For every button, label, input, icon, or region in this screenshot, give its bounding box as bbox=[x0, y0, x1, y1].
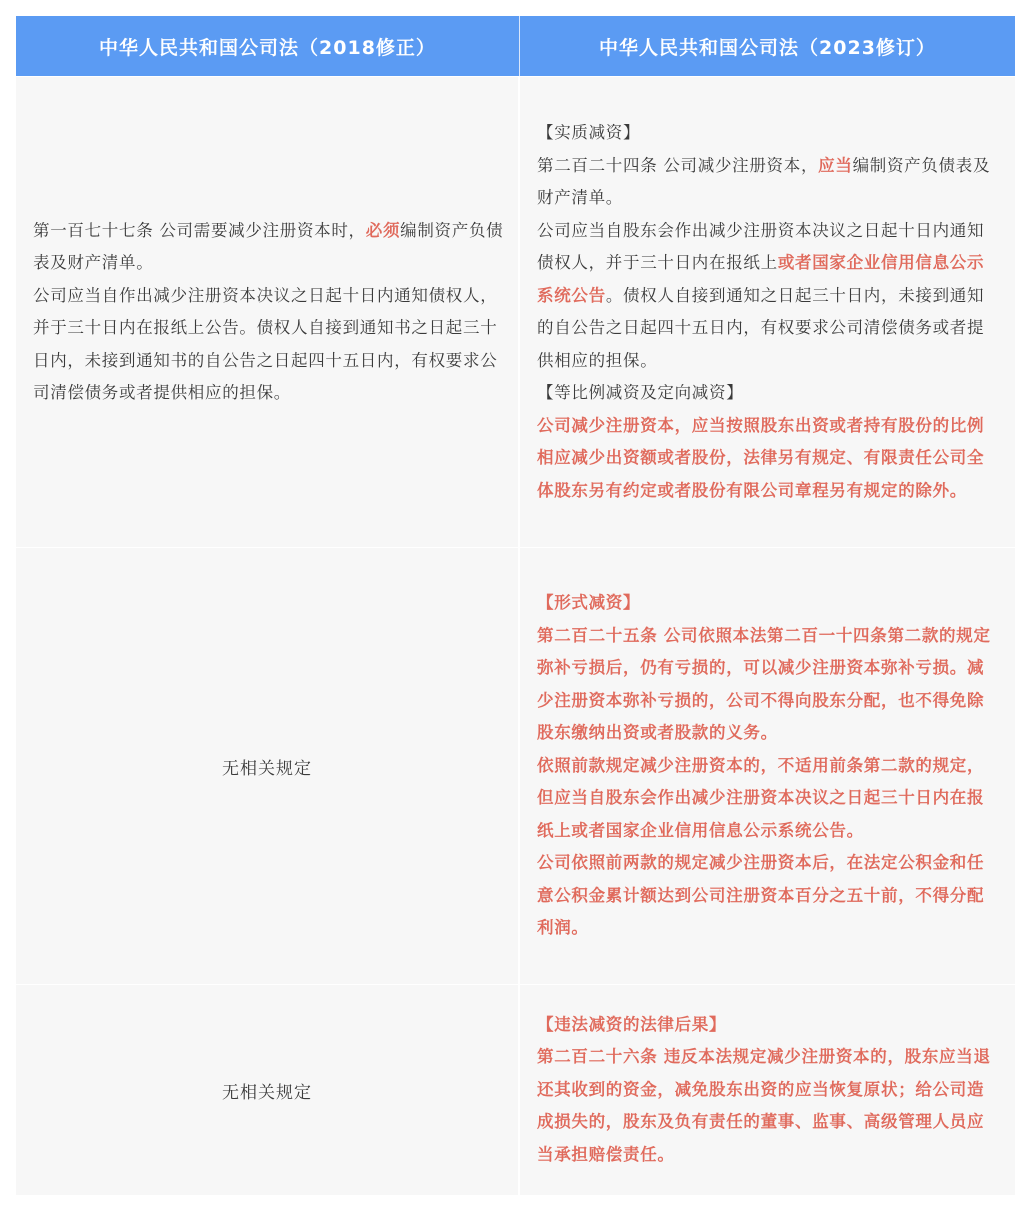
no-provision-text: 无相关规定 bbox=[222, 758, 312, 779]
table-row bbox=[16, 76, 1015, 547]
new-law-cell bbox=[520, 76, 1015, 547]
text-span: 第二百二十四条 公司减少注册资本， bbox=[537, 155, 819, 175]
old-law-cell bbox=[16, 547, 520, 984]
header-old-law: 中华人民共和国公司法（2018修正） bbox=[16, 16, 520, 76]
new-article-225-para1: 第二百二十五条 公司依照本法第二百一十四条第二款的规定弥补亏损后，仍有亏损的，可以减少注册资本弥补亏损。减少注册资本弥补亏损的，公司不得向股东分配，也不得免除股东缴纳出资或者股款的义务。 bbox=[537, 625, 991, 743]
new-article-224-para2 bbox=[537, 215, 1001, 378]
text-span: 编制资产负债表及财产清单。 bbox=[33, 220, 504, 272]
no-provision-text: 无相关规定 bbox=[222, 1082, 312, 1103]
highlight-text: 必须 bbox=[365, 220, 401, 240]
table-row bbox=[16, 547, 1015, 984]
header-new-law: 中华人民共和国公司法（2023修订） bbox=[520, 16, 1015, 76]
new-law-cell bbox=[520, 547, 1015, 984]
new-article-224-para1 bbox=[537, 150, 1001, 215]
text-span: 。债权人自接到通知之日起三十日内，未接到通知的自公告之日起四十五日内，有权要求公司清偿债务或者提供相应的担保。 bbox=[537, 285, 985, 370]
section-tag: 【形式减资】 bbox=[537, 593, 641, 613]
table-row bbox=[16, 984, 1015, 1195]
new-article-225-para3: 公司依照前两款的规定减少注册资本后，在法定公积金和任意公积金累计额达到公司注册资本百分之五十前，不得分配利润。 bbox=[537, 853, 985, 938]
section-tag: 【违法减资的法律后果】 bbox=[537, 1014, 727, 1034]
highlight-text: 或者国家企业信用信息公示系统公告 bbox=[537, 253, 985, 305]
new-article-226-para1: 第二百二十六条 违反本法规定减少注册资本的，股东应当退还其收到的资金，减免股东出资的应当恢复原状；给公司造成损失的，股东及负有责任的董事、监事、高级管理人员应当承担赔偿责任。 bbox=[537, 1047, 991, 1164]
new-article-224-para3: 公司减少注册资本，应当按照股东出资或者持有股份的比例相应减少出资额或者股份，法律另有规定、有限责任公司全体股东另有约定或者股份有限公司章程另有规定的除外。 bbox=[537, 415, 985, 500]
old-law-cell bbox=[16, 76, 520, 547]
old-article-177-para2: 公司应当自作出减少注册资本决议之日起十日内通知债权人，并于三十日内在报纸上公告。债权人自接到通知书之日起三十日内，未接到通知书的自公告之日起四十五日内，有权要求公司清偿债务或者提供相应的担保。 bbox=[33, 285, 498, 402]
text-span: 第一百七十七条 公司需要减少注册资本时， bbox=[33, 220, 366, 240]
old-law-cell bbox=[16, 984, 520, 1195]
new-article-225-para2: 依照前款规定减少注册资本的，不适用前条第二款的规定，但应当自股东会作出减少注册资本决议之日起三十日内在报纸上或者国家企业信用信息公示系统公告。 bbox=[537, 755, 985, 840]
table-header-row bbox=[16, 16, 1015, 76]
comparison-table bbox=[16, 16, 1015, 1195]
highlight-text: 应当 bbox=[818, 155, 853, 175]
section-tag: 【实质减资】 bbox=[537, 123, 641, 142]
new-law-cell bbox=[520, 984, 1015, 1195]
section-tag: 【等比例减资及定向减资】 bbox=[537, 383, 744, 402]
old-article-177-para1 bbox=[33, 215, 504, 280]
text-span: 编制资产负债表及财产清单。 bbox=[537, 155, 991, 207]
text-span: 公司应当自股东会作出减少注册资本决议之日起十日内通知债权人，并于三十日内在报纸上 bbox=[537, 220, 985, 272]
